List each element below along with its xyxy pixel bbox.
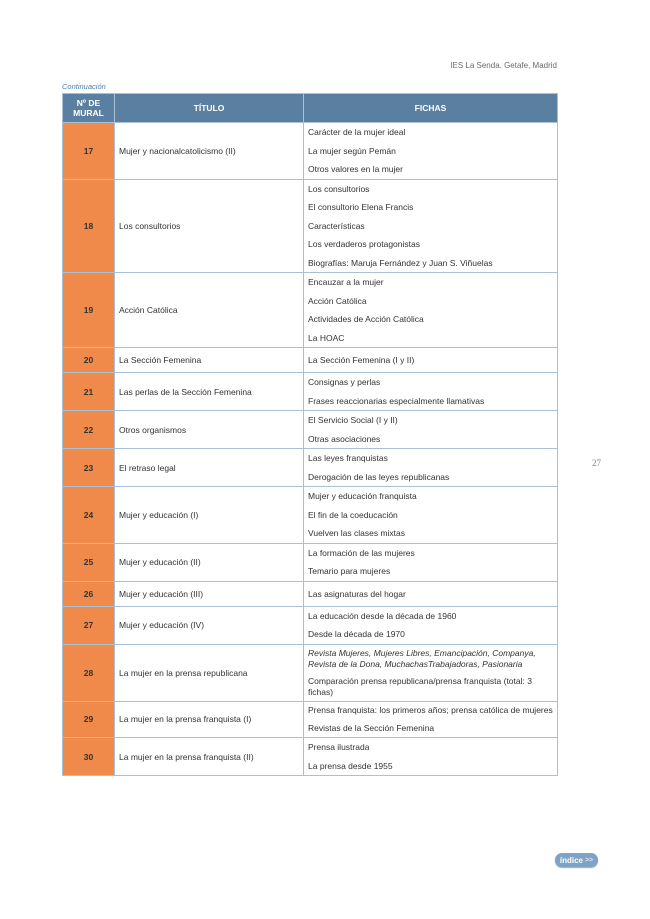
ficha-item: Consignas y perlas — [308, 377, 381, 387]
table-header-row — [63, 94, 558, 123]
ficha-item: Carácter de la mujer ideal — [308, 127, 406, 137]
double-chevron-right-icon: >> — [584, 856, 594, 864]
ficha-item: Derogación de las leyes republicanas — [308, 471, 450, 482]
ficha-item: Los consultorios — [308, 183, 370, 194]
table-row — [63, 606, 558, 644]
mural-title: Mujer y nacionalcatolicismo (II) — [115, 123, 304, 180]
mural-title: Mujer y educación (II) — [115, 543, 304, 581]
fichas-cell — [304, 179, 558, 273]
table-row — [63, 487, 558, 544]
table-row — [63, 411, 558, 449]
fichas-cell — [304, 348, 558, 373]
ficha-item: Revista Mujeres, Mujeres Libres, Emancipación, Companya, Revista de la Dona, MuchachasTrabajadoras, Pasionaria — [308, 647, 536, 669]
mural-title: Otros organismos — [115, 411, 304, 449]
ficha-item: Las asignaturas del hogar — [308, 588, 406, 599]
ficha-item: Biografías: Maruja Fernández y Juan S. Viñuelas — [308, 257, 493, 268]
ficha-item: Frases reaccionarias especialmente llamativas — [308, 395, 485, 406]
mural-number: 21 — [63, 373, 115, 411]
mural-number: 25 — [63, 543, 115, 581]
table-row — [63, 373, 558, 411]
mural-number: 19 — [63, 273, 115, 348]
ficha-item: La educación desde la década de 1960 — [308, 610, 457, 621]
ficha-item: El fin de la coeducación — [308, 509, 398, 520]
fichas-cell — [304, 606, 558, 644]
ficha-item: Acción Católica — [308, 295, 367, 306]
ficha-item: Desde la década de 1970 — [308, 629, 405, 639]
fichas-cell — [304, 738, 558, 776]
header-title: TÍTULO — [115, 94, 304, 123]
mural-title: Los consultorios — [115, 179, 304, 273]
ficha-item: Características — [308, 220, 365, 231]
table-row — [63, 701, 558, 738]
mural-number: 26 — [63, 581, 115, 606]
table-row — [63, 123, 558, 180]
mural-title: Mujer y educación (IV) — [115, 606, 304, 644]
mural-title: Acción Católica — [115, 273, 304, 348]
fichas-cell — [304, 373, 558, 411]
mural-number: 24 — [63, 487, 115, 544]
ficha-item: Mujer y educación franquista — [308, 491, 417, 501]
table-row — [63, 348, 558, 373]
school-header: IES La Senda. Getafe, Madrid — [450, 61, 557, 70]
table-row — [63, 644, 558, 701]
mural-number: 20 — [63, 348, 115, 373]
mural-number: 28 — [63, 644, 115, 701]
mural-title: La Sección Femenina — [115, 348, 304, 373]
ficha-item: Encauzar a la mujer — [308, 277, 384, 287]
mural-title: Mujer y educación (I) — [115, 487, 304, 544]
fichas-cell — [304, 644, 558, 701]
mural-title: La mujer en la prensa republicana — [115, 644, 304, 701]
header-fichas: FICHAS — [304, 94, 558, 123]
mural-title: La mujer en la prensa franquista (II) — [115, 738, 304, 776]
mural-number: 29 — [63, 701, 115, 738]
mural-title: El retraso legal — [115, 449, 304, 487]
ficha-item: Prensa franquista: los primeros años; prensa católica de mujeres — [308, 704, 553, 715]
table-row — [63, 581, 558, 606]
ficha-item: Vuelven las clases mixtas — [308, 528, 406, 538]
ficha-item: La formación de las mujeres — [308, 547, 415, 558]
ficha-item: Otras asociaciones — [308, 433, 381, 444]
ficha-item: Temario para mujeres — [308, 566, 391, 576]
mural-number: 18 — [63, 179, 115, 273]
table-row — [63, 738, 558, 776]
table-row — [63, 179, 558, 273]
mural-title: La mujer en la prensa franquista (I) — [115, 701, 304, 738]
mural-number: 27 — [63, 606, 115, 644]
mural-number: 23 — [63, 449, 115, 487]
fichas-cell — [304, 411, 558, 449]
continuation-label: Continuación — [62, 82, 106, 91]
ficha-item: La prensa desde 1955 — [308, 760, 393, 771]
fichas-cell — [304, 123, 558, 180]
ficha-item: Actividades de Acción Católica — [308, 314, 424, 324]
fichas-cell — [304, 449, 558, 487]
ficha-item: Los verdaderos protagonistas — [308, 239, 420, 249]
ficha-item: Comparación prensa republicana/prensa franquista (total: 3 fichas) — [308, 675, 532, 697]
header-num: Nº DE MURAL — [63, 94, 115, 123]
mural-title: Las perlas de la Sección Femenina — [115, 373, 304, 411]
page-number: 27 — [592, 458, 601, 468]
index-button[interactable] — [555, 853, 598, 867]
ficha-item: Las leyes franquistas — [308, 453, 388, 463]
table-row — [63, 543, 558, 581]
fichas-cell — [304, 581, 558, 606]
fichas-cell — [304, 487, 558, 544]
table-row — [63, 273, 558, 348]
ficha-item: El consultorio Elena Francis — [308, 202, 414, 212]
index-button-label: índice — [559, 855, 583, 865]
table-row — [63, 449, 558, 487]
ficha-item: La Sección Femenina (I y II) — [308, 355, 415, 365]
ficha-item: La mujer según Pemán — [308, 145, 396, 156]
murals-table — [62, 93, 558, 776]
ficha-item: Prensa ilustrada — [308, 742, 370, 752]
ficha-item: El Servicio Social (I y II) — [308, 415, 398, 425]
fichas-cell — [304, 701, 558, 738]
ficha-item: La HOAC — [308, 332, 345, 343]
ficha-item: Otros valores en la mujer — [308, 164, 403, 174]
mural-number: 30 — [63, 738, 115, 776]
ficha-item: Revistas de la Sección Femenina — [308, 722, 435, 733]
mural-number: 22 — [63, 411, 115, 449]
mural-number: 17 — [63, 123, 115, 180]
fichas-cell — [304, 273, 558, 348]
fichas-cell — [304, 543, 558, 581]
mural-title: Mujer y educación (III) — [115, 581, 304, 606]
